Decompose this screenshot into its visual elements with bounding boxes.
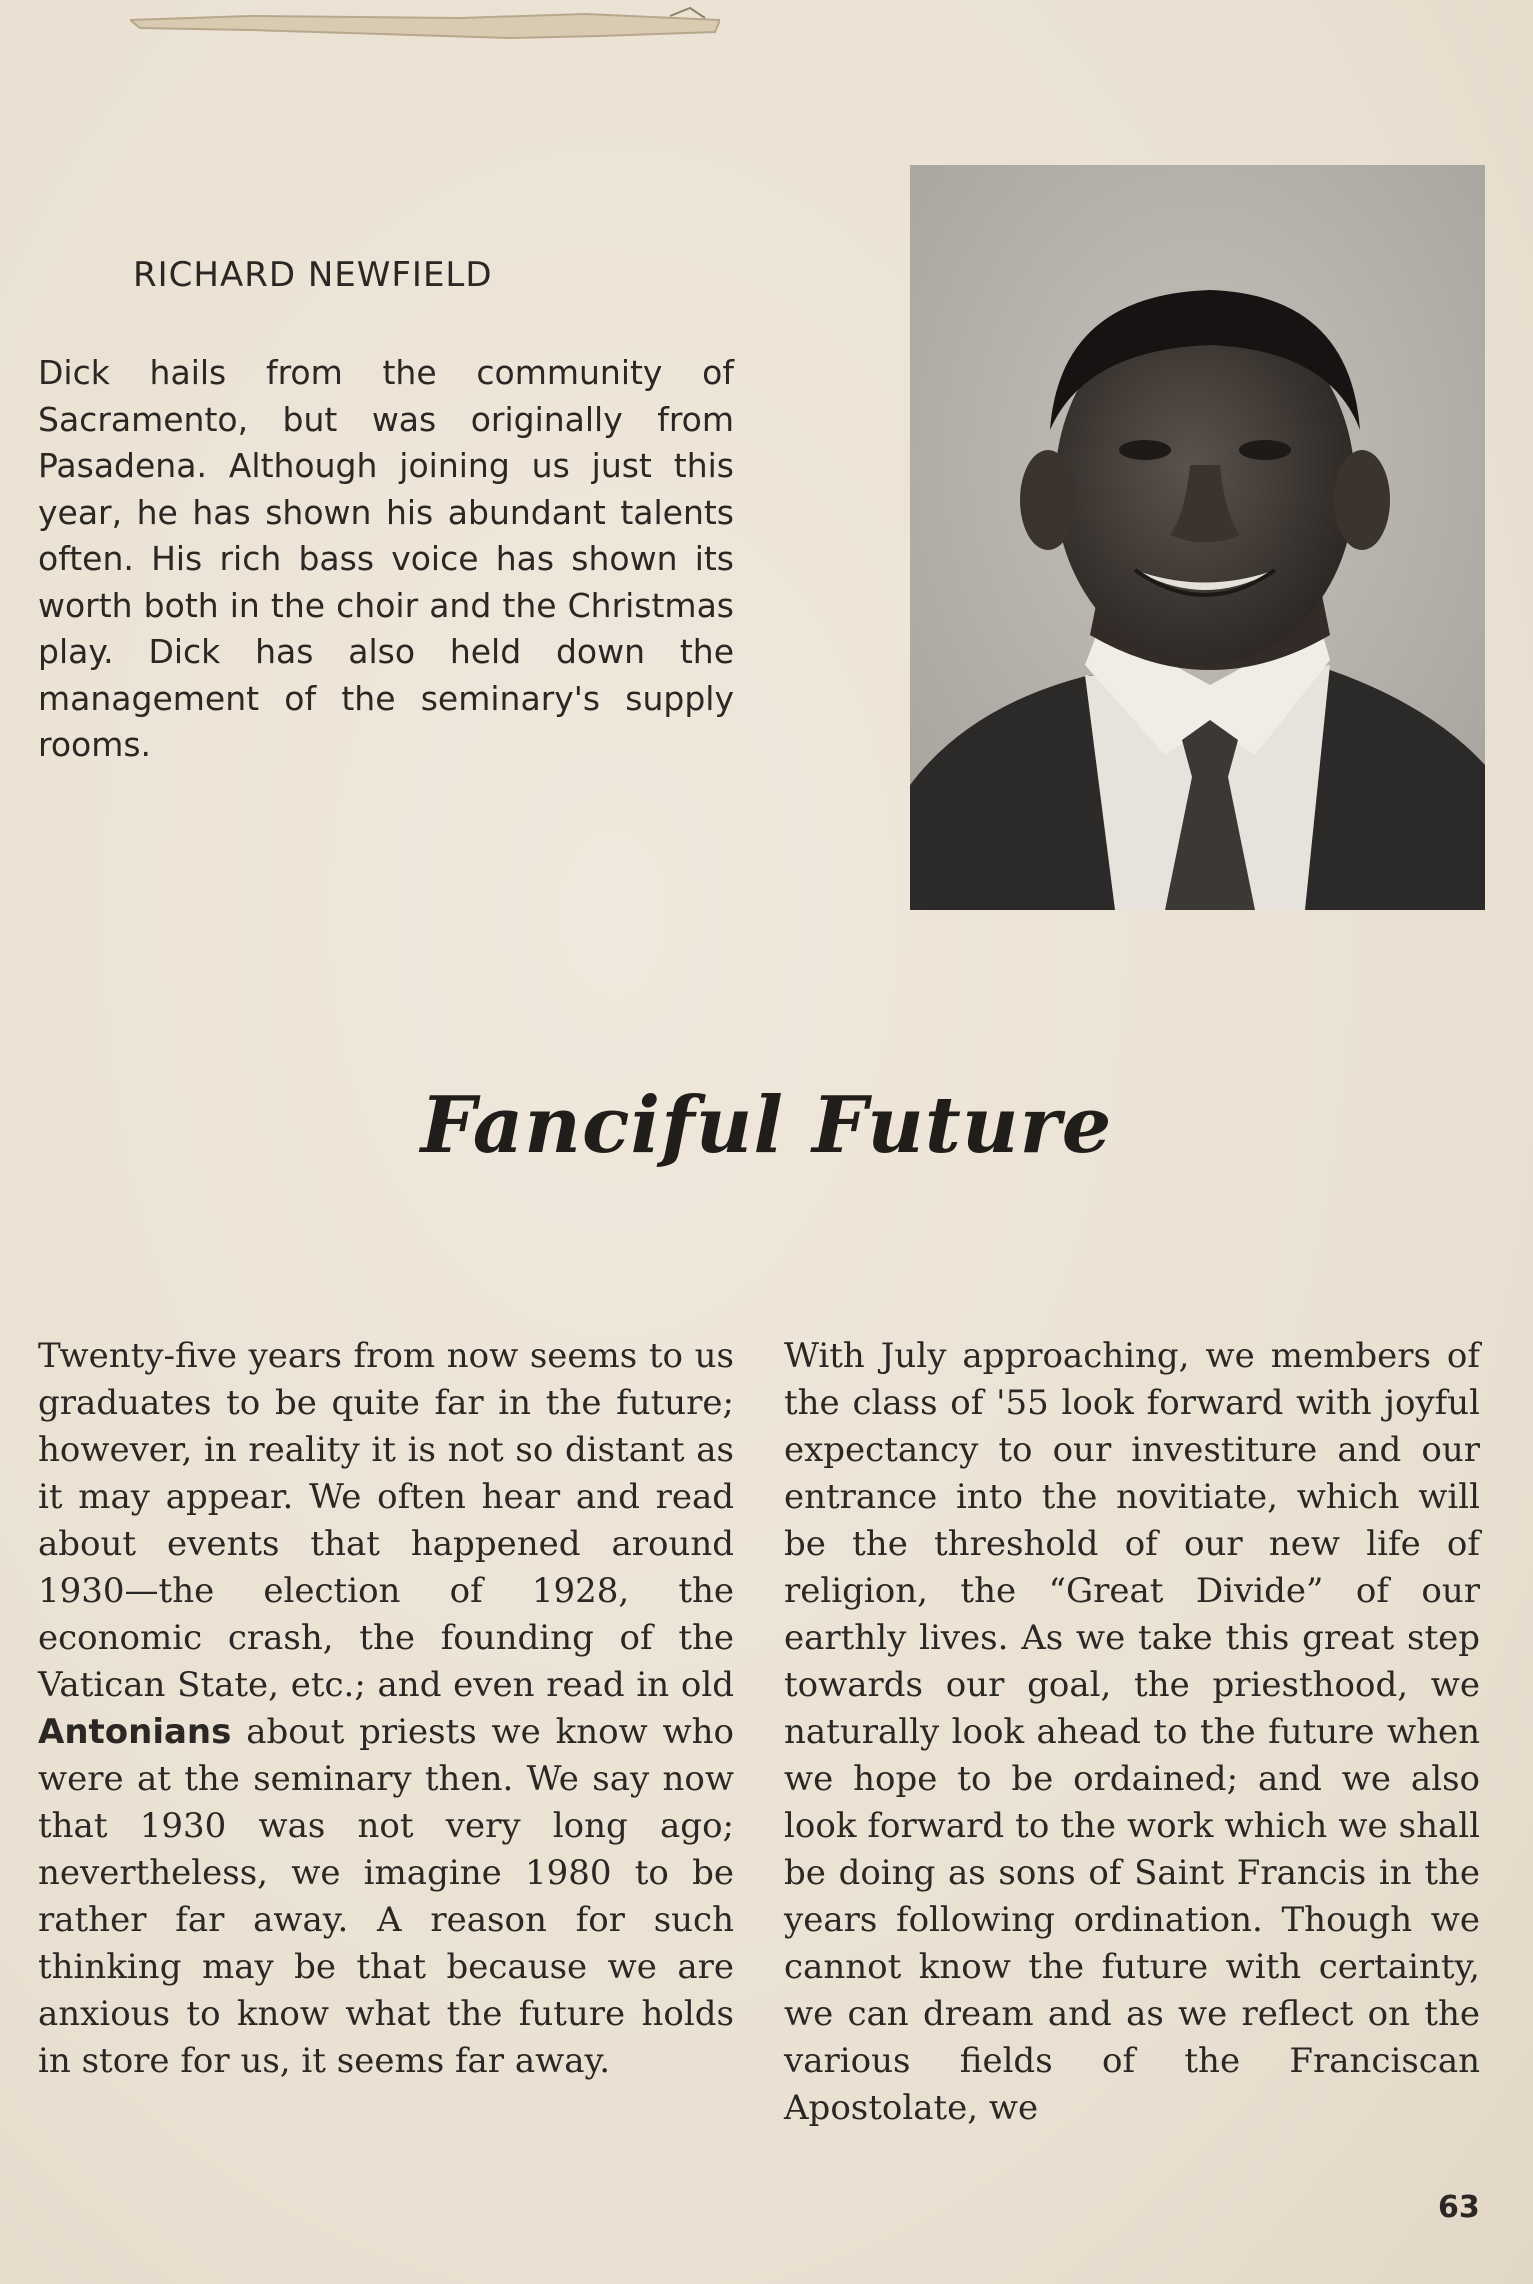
portrait-photo — [910, 165, 1485, 910]
tape-strip — [130, 6, 720, 42]
left-column-text-start: Twenty-five years from now seems to us graduates to be quite far in the future; however, in reality it is not so distant as it may appear. We often hear and read about events that happened around 1930—the election of 1928, the economic crash, the founding of the Vatican State, etc.; and even read in old — [38, 1336, 734, 1705]
page-number: 63 — [1438, 2190, 1480, 2225]
publication-name: Antonians — [38, 1712, 232, 1752]
article-right-column: With July approaching, we members of the class of '55 look forward with joyful expectancy to our investiture and our entrance into the novitiate, which will be the threshold of our new life of religion, the “Great Divide” of our earthly lives. As we take this great step towards our goal, the priesthood, we naturally look ahead to the future when we hope to be ordained; and we also look forward to the work which we shall be doing as sons of Saint Francis in the years following ordination. Though we cannot know the future with certainty, we can dream and as we reflect on the various fields of the Franciscan Apostolate, we — [784, 1336, 1480, 2128]
profile-bio: Dick hails from the community of Sacramento, but was originally from Pasadena. Although joining us just this year, he has shown his abundant talents often. His rich bass voice has shown its worth both in the choir and the Christmas play. Dick has also held down the management of the seminary's supply rooms. — [38, 353, 734, 764]
section-title: Fanciful Future — [420, 1080, 1113, 1171]
article-left-column — [38, 1333, 734, 2085]
left-column-text-end: about priests we know who were at the seminary then. We say now that 1930 was not very long ago; nevertheless, we imagine 1980 to be rather far away. A reason for such thinking may be that because we are anxious to know what the future holds in store for us, it seems far away. — [38, 1712, 734, 2081]
profile-name: RICHARD NEWFIELD — [133, 255, 493, 295]
